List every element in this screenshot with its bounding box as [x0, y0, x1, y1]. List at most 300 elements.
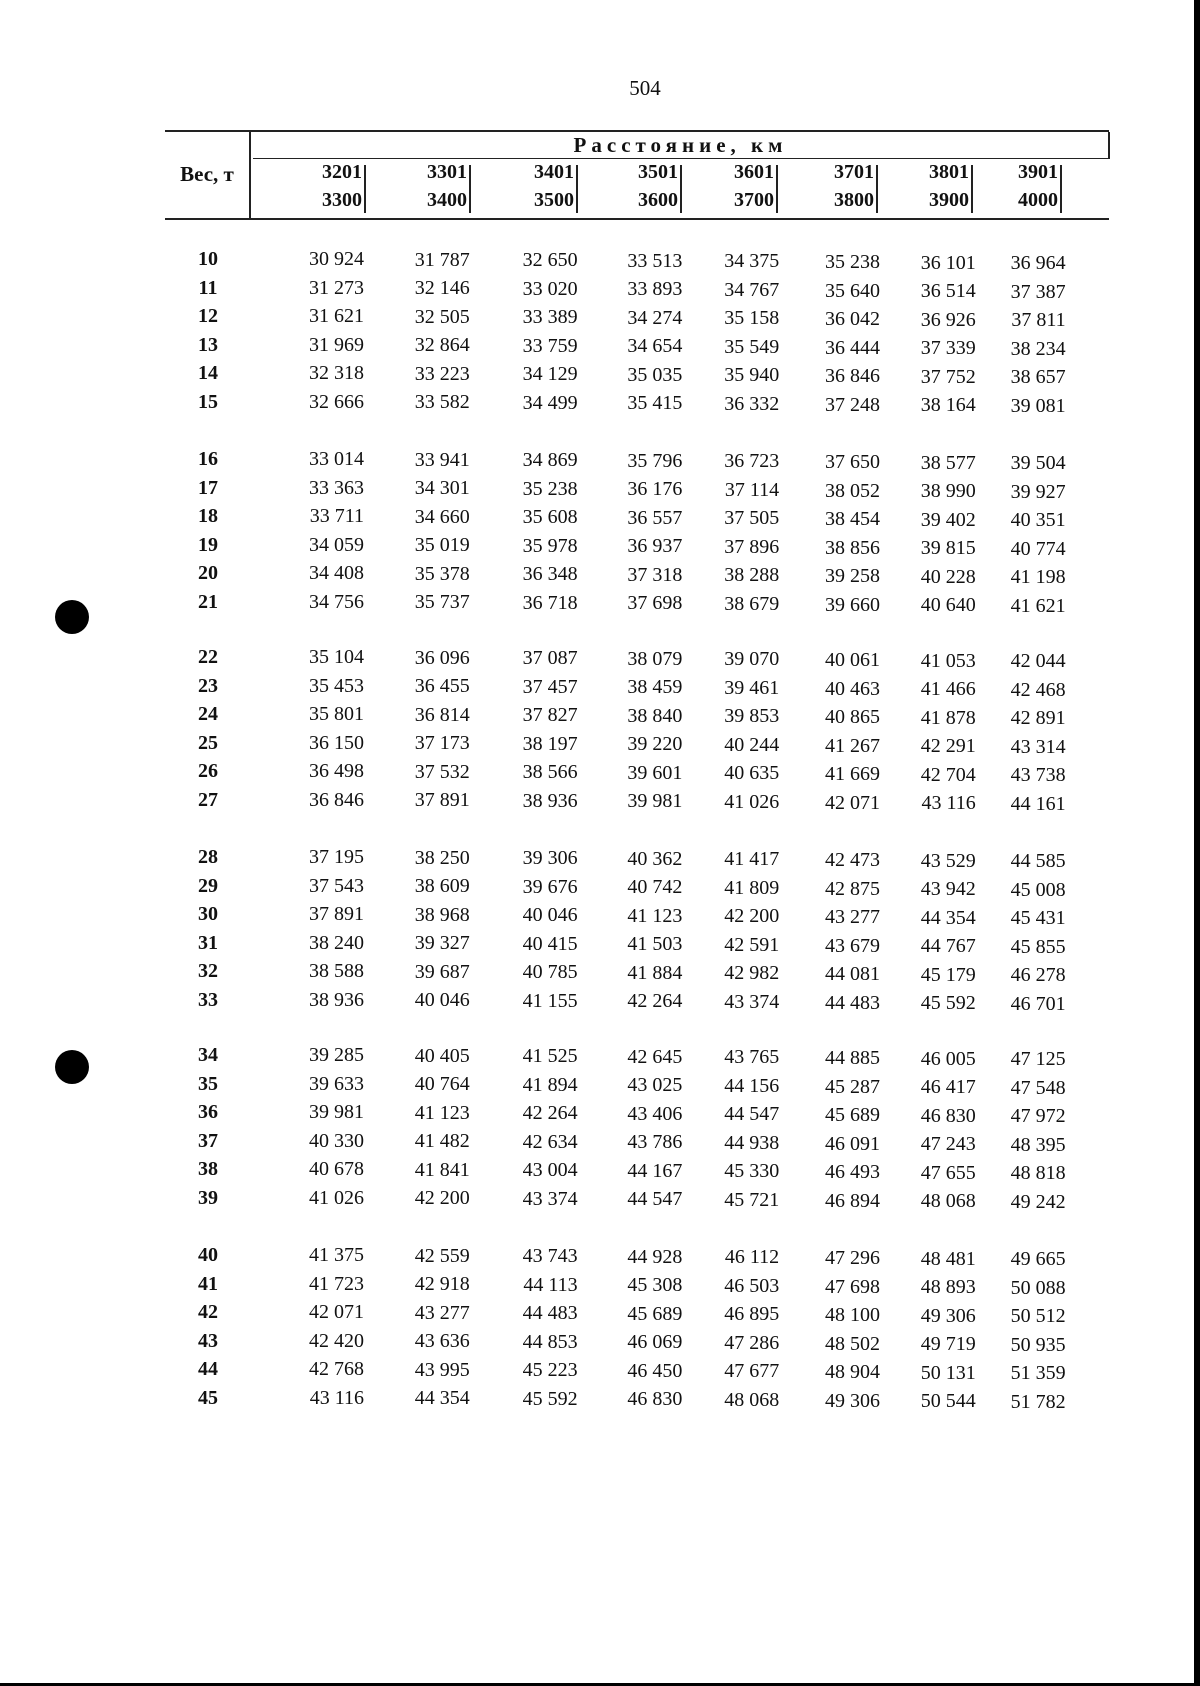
weight-cell: 33 [198, 988, 218, 1011]
value-cell: 41 841 [414, 1158, 470, 1181]
value-cell: 47 243 [920, 1133, 976, 1156]
table-row [165, 391, 1109, 420]
value-cell: 39 981 [309, 1101, 364, 1123]
value-cell: 38 968 [414, 903, 470, 926]
value-cell: 42 559 [414, 1244, 470, 1267]
value-cell: 33 711 [309, 505, 364, 527]
value-cell: 33 223 [414, 362, 470, 385]
punch-hole-mark [55, 600, 89, 634]
value-cell: 39 676 [522, 875, 578, 898]
value-cell: 44 938 [724, 1131, 780, 1154]
value-cell: 40 742 [627, 876, 683, 899]
value-cell: 45 592 [920, 992, 976, 1015]
value-cell: 36 455 [414, 675, 470, 698]
value-cell: 33 014 [309, 448, 364, 470]
value-cell: 46 112 [724, 1246, 780, 1269]
value-cell: 40 405 [414, 1044, 470, 1067]
value-cell: 43 636 [414, 1330, 470, 1353]
value-cell: 39 258 [825, 565, 880, 587]
table-row [165, 334, 1109, 363]
value-cell: 39 815 [920, 537, 976, 560]
table-header [165, 130, 1109, 220]
value-cell: 41 723 [309, 1272, 364, 1295]
value-cell: 50 512 [1010, 1305, 1066, 1328]
value-cell: 44 483 [522, 1302, 578, 1325]
value-cell: 32 318 [309, 362, 364, 384]
table-row [165, 505, 1109, 534]
value-cell: 44 161 [1010, 792, 1066, 815]
value-cell: 45 721 [724, 1188, 780, 1211]
weight-cell: 23 [198, 674, 218, 697]
value-cell: 42 200 [414, 1187, 470, 1210]
value-cell: 40 362 [627, 847, 683, 870]
value-cell: 44 547 [627, 1188, 683, 1211]
table-row [165, 703, 1109, 732]
value-cell: 38 588 [309, 960, 364, 982]
value-cell: 41 053 [920, 649, 976, 672]
distance-range-header [792, 161, 878, 215]
value-cell: 46 091 [825, 1132, 880, 1155]
value-cell: 48 100 [825, 1304, 880, 1326]
value-cell: 47 125 [1010, 1048, 1066, 1071]
row-group [165, 1244, 1109, 1415]
range-to: 3500 [534, 189, 574, 211]
value-cell: 43 995 [414, 1358, 470, 1381]
weight-cell: 25 [198, 731, 218, 754]
value-cell: 38 240 [309, 931, 364, 954]
value-cell: 41 503 [627, 933, 683, 956]
table-row [165, 1387, 1109, 1416]
value-cell: 35 737 [414, 591, 470, 614]
value-cell: 40 640 [920, 594, 976, 617]
value-cell: 40 678 [309, 1158, 364, 1180]
value-cell: 43 116 [921, 792, 976, 815]
value-cell: 44 354 [414, 1387, 470, 1410]
value-cell: 39 306 [522, 847, 578, 870]
range-to: 3400 [427, 189, 467, 211]
value-cell: 35 796 [627, 449, 683, 472]
value-cell: 49 306 [825, 1389, 880, 1412]
value-cell: 38 840 [627, 704, 683, 727]
value-cell: 38 936 [309, 988, 364, 1011]
value-cell: 33 363 [309, 476, 364, 499]
weight-column-header: Вес, т [165, 132, 251, 218]
value-cell: 42 591 [724, 933, 780, 956]
value-cell: 42 875 [825, 877, 880, 900]
table-row [165, 1187, 1109, 1216]
value-cell: 34 756 [309, 590, 364, 613]
table-row [165, 732, 1109, 761]
value-cell: 37 339 [920, 337, 976, 360]
weight-cell: 20 [198, 562, 218, 584]
value-cell: 43 374 [522, 1187, 578, 1210]
value-cell: 48 481 [920, 1247, 976, 1270]
value-cell: 35 453 [309, 674, 364, 697]
value-cell: 41 198 [1010, 566, 1066, 589]
value-cell: 40 046 [522, 904, 578, 927]
value-cell: 36 926 [920, 308, 976, 331]
weight-cell: 16 [198, 448, 218, 470]
value-cell: 43 679 [825, 934, 880, 957]
value-cell: 39 927 [1010, 480, 1066, 503]
value-cell: 44 167 [627, 1159, 683, 1182]
value-cell: 35 019 [414, 534, 470, 557]
range-to: 3600 [638, 189, 678, 211]
value-cell: 50 935 [1010, 1333, 1066, 1356]
value-cell: 35 158 [724, 307, 780, 330]
weight-cell: 42 [198, 1301, 218, 1323]
value-cell: 41 878 [920, 706, 976, 729]
value-cell: 39 660 [825, 593, 880, 616]
value-cell: 46 278 [1010, 964, 1066, 987]
table-row [165, 875, 1109, 904]
value-cell: 49 719 [920, 1333, 976, 1356]
value-cell: 40 764 [414, 1073, 470, 1096]
table-row [165, 277, 1109, 306]
range-from: 3601 [734, 161, 774, 183]
table-row [165, 477, 1109, 506]
value-cell: 41 669 [825, 763, 880, 785]
value-cell: 37 698 [627, 592, 683, 615]
value-cell: 36 096 [414, 646, 470, 669]
value-cell: 41 026 [724, 790, 780, 813]
value-cell: 35 035 [627, 363, 683, 386]
value-cell: 50 088 [1010, 1276, 1066, 1299]
value-cell: 37 318 [627, 563, 683, 586]
value-cell: 35 640 [825, 279, 880, 302]
value-cell: 42 044 [1010, 650, 1066, 673]
value-cell: 43 314 [1010, 735, 1066, 758]
range-to: 4000 [1018, 189, 1058, 211]
value-cell: 43 786 [627, 1131, 683, 1154]
value-cell: 36 814 [414, 703, 470, 726]
value-cell: 42 264 [627, 990, 683, 1013]
table-row [165, 1101, 1109, 1130]
value-cell: 43 743 [522, 1245, 578, 1268]
value-cell: 38 197 [522, 732, 578, 755]
value-cell: 44 156 [724, 1074, 780, 1097]
distance-header: Расстояние, км [253, 132, 1110, 159]
value-cell: 37 827 [522, 704, 578, 727]
value-cell: 37 114 [724, 478, 780, 501]
weight-cell: 28 [198, 846, 218, 868]
value-cell: 40 351 [1010, 509, 1066, 532]
value-cell: 40 046 [414, 989, 470, 1012]
value-cell: 38 164 [920, 394, 976, 417]
value-cell: 43 374 [724, 990, 780, 1013]
range-to: 3700 [734, 189, 774, 211]
value-cell: 38 250 [414, 846, 470, 869]
value-cell: 37 248 [825, 393, 880, 416]
value-cell: 37 891 [309, 903, 364, 925]
distance-range-header [692, 161, 778, 215]
range-to: 3300 [322, 189, 362, 211]
value-cell: 42 071 [825, 791, 880, 814]
value-cell: 45 179 [920, 963, 976, 986]
value-cell: 48 395 [1010, 1133, 1066, 1156]
range-from: 3501 [638, 161, 678, 183]
value-cell: 37 532 [414, 760, 470, 783]
page-number: 504 [629, 76, 661, 100]
value-cell: 50 544 [920, 1390, 976, 1413]
value-cell: 39 853 [724, 705, 780, 728]
value-cell: 47 698 [825, 1275, 880, 1298]
value-cell: 38 577 [920, 451, 976, 474]
value-cell: 42 200 [724, 905, 780, 928]
value-cell: 44 483 [825, 991, 880, 1014]
value-cell: 37 650 [825, 451, 880, 473]
table-row [165, 1273, 1109, 1302]
table-row [165, 1244, 1109, 1273]
value-cell: 42 420 [309, 1329, 364, 1352]
weight-cell: 39 [198, 1186, 218, 1209]
weight-cell: 37 [198, 1129, 218, 1152]
value-cell: 34 654 [627, 335, 683, 358]
value-cell: 42 918 [414, 1273, 470, 1296]
value-cell: 35 608 [522, 506, 578, 529]
value-cell: 46 005 [920, 1047, 976, 1070]
value-cell: 32 650 [522, 249, 578, 272]
value-cell: 45 689 [825, 1104, 880, 1126]
value-cell: 47 296 [825, 1247, 880, 1269]
table-row [165, 1044, 1109, 1073]
weight-cell: 14 [198, 362, 218, 384]
value-cell: 41 525 [522, 1045, 578, 1068]
value-cell: 33 582 [414, 391, 470, 414]
value-cell: 46 450 [627, 1359, 683, 1382]
distance-range-header [596, 161, 682, 215]
value-cell: 37 891 [414, 789, 470, 812]
value-cell: 45 008 [1010, 878, 1066, 901]
weight-cell: 17 [198, 476, 218, 499]
value-cell: 38 609 [414, 875, 470, 898]
value-cell: 38 234 [1010, 337, 1066, 360]
value-cell: 36 718 [522, 591, 578, 614]
table-row [165, 760, 1109, 789]
value-cell: 31 787 [414, 248, 470, 271]
value-cell: 30 924 [309, 248, 364, 270]
value-cell: 48 068 [724, 1388, 780, 1411]
weight-cell: 12 [198, 305, 218, 327]
value-cell: 31 969 [309, 333, 364, 356]
weight-cell: 15 [198, 390, 218, 413]
value-cell: 48 502 [825, 1332, 880, 1355]
weight-cell: 22 [198, 646, 218, 668]
weight-cell: 41 [198, 1272, 218, 1295]
value-cell: 33 513 [627, 249, 683, 272]
value-cell: 46 417 [920, 1076, 976, 1099]
value-cell: 42 982 [724, 962, 780, 985]
value-cell: 42 468 [1010, 678, 1066, 701]
value-cell: 36 332 [724, 392, 780, 415]
table-row [165, 248, 1109, 277]
value-cell: 45 223 [522, 1359, 578, 1382]
distance-range-header [385, 161, 471, 215]
value-cell: 38 990 [920, 480, 976, 503]
value-cell: 33 941 [414, 448, 470, 471]
value-cell: 37 173 [414, 732, 470, 755]
value-cell: 51 782 [1010, 1390, 1066, 1413]
value-cell: 35 549 [724, 335, 780, 358]
value-cell: 35 415 [627, 392, 683, 415]
weight-cell: 38 [198, 1158, 218, 1180]
value-cell: 44 081 [825, 963, 880, 985]
value-cell: 46 701 [1010, 992, 1066, 1015]
value-cell: 36 498 [309, 760, 364, 782]
weight-cell: 43 [198, 1329, 218, 1352]
value-cell: 39 601 [627, 761, 683, 784]
distance-range-header [976, 161, 1062, 215]
value-cell: 37 457 [522, 675, 578, 698]
value-cell: 51 359 [1010, 1362, 1066, 1385]
value-cell: 36 176 [627, 478, 683, 501]
value-cell: 42 264 [522, 1102, 578, 1125]
value-cell: 45 308 [627, 1274, 683, 1297]
table-row [165, 646, 1109, 675]
table-row [165, 562, 1109, 591]
value-cell: 33 020 [522, 277, 578, 300]
value-cell: 35 238 [522, 477, 578, 500]
value-cell: 45 855 [1010, 935, 1066, 958]
value-cell: 38 679 [724, 592, 780, 615]
value-cell: 36 557 [627, 506, 683, 529]
value-cell: 34 375 [724, 250, 780, 273]
value-cell: 39 070 [724, 648, 780, 671]
value-cell: 32 505 [414, 305, 470, 328]
table-row [165, 675, 1109, 704]
value-cell: 39 402 [920, 508, 976, 531]
value-cell: 46 503 [724, 1274, 780, 1297]
value-cell: 45 689 [627, 1302, 683, 1325]
value-cell: 43 277 [414, 1301, 470, 1324]
value-cell: 34 274 [627, 306, 683, 329]
value-cell: 41 809 [724, 876, 780, 899]
value-cell: 41 123 [414, 1101, 470, 1124]
range-from: 3901 [1018, 161, 1058, 183]
value-cell: 38 566 [522, 761, 578, 784]
value-cell: 39 504 [1010, 452, 1066, 475]
value-cell: 40 330 [309, 1129, 364, 1152]
value-cell: 39 220 [627, 733, 683, 756]
table-row [165, 362, 1109, 391]
value-cell: 34 301 [414, 477, 470, 500]
value-cell: 42 891 [1010, 707, 1066, 730]
value-cell: 41 894 [522, 1073, 578, 1096]
value-cell: 41 482 [414, 1130, 470, 1153]
value-cell: 44 928 [627, 1245, 683, 1268]
value-cell: 35 978 [522, 534, 578, 557]
value-cell: 35 104 [309, 646, 364, 668]
value-cell: 43 004 [522, 1159, 578, 1182]
range-to: 3800 [834, 189, 874, 211]
value-cell: 36 042 [825, 308, 880, 330]
value-cell: 44 885 [825, 1047, 880, 1069]
value-cell: 47 972 [1010, 1105, 1066, 1128]
table-row [165, 1073, 1109, 1102]
value-cell: 38 454 [825, 508, 880, 530]
value-cell: 34 059 [309, 533, 364, 556]
range-from: 3701 [834, 161, 874, 183]
value-cell: 49 306 [920, 1304, 976, 1327]
value-cell: 34 869 [522, 449, 578, 472]
value-cell: 36 723 [724, 450, 780, 473]
value-cell: 33 893 [627, 278, 683, 301]
value-cell: 47 677 [724, 1360, 780, 1383]
value-cell: 46 830 [627, 1388, 683, 1411]
table-row [165, 1330, 1109, 1359]
distance-range-header [280, 161, 366, 215]
value-cell: 41 375 [309, 1244, 364, 1266]
value-cell: 38 459 [627, 676, 683, 699]
value-cell: 49 242 [1010, 1190, 1066, 1213]
value-cell: 48 893 [920, 1276, 976, 1299]
value-cell: 45 592 [522, 1387, 578, 1410]
value-cell: 44 547 [724, 1103, 780, 1126]
table-row [165, 1158, 1109, 1187]
weight-cell: 29 [198, 874, 218, 897]
value-cell: 43 025 [627, 1074, 683, 1097]
row-group [165, 1044, 1109, 1215]
value-cell: 45 330 [724, 1160, 780, 1183]
value-cell: 36 514 [920, 280, 976, 303]
weight-cell: 44 [198, 1358, 218, 1380]
value-cell: 42 634 [522, 1130, 578, 1153]
value-cell: 44 585 [1010, 850, 1066, 873]
value-cell: 48 904 [825, 1361, 880, 1383]
value-cell: 38 936 [522, 789, 578, 812]
value-cell: 43 765 [724, 1046, 780, 1069]
weight-cell: 11 [198, 276, 218, 299]
table-row [165, 846, 1109, 875]
value-cell: 34 767 [724, 278, 780, 301]
value-cell: 36 444 [825, 336, 880, 359]
value-cell: 38 079 [627, 647, 683, 670]
value-cell: 36 101 [920, 251, 976, 274]
weight-cell: 19 [198, 533, 218, 556]
value-cell: 40 228 [920, 565, 976, 588]
value-cell: 37 752 [920, 365, 976, 388]
weight-cell: 13 [198, 333, 218, 356]
value-cell: 35 801 [309, 703, 364, 725]
value-cell: 46 895 [724, 1303, 780, 1326]
value-cell: 41 267 [825, 734, 880, 757]
value-cell: 37 505 [724, 507, 780, 530]
value-cell: 46 894 [825, 1189, 880, 1212]
range-from: 3301 [427, 161, 467, 183]
value-cell: 43 529 [920, 849, 976, 872]
value-cell: 31 273 [309, 276, 364, 299]
row-group [165, 448, 1109, 619]
value-cell: 37 195 [309, 846, 364, 868]
value-cell: 50 131 [920, 1361, 976, 1384]
distance-range-header [492, 161, 578, 215]
weight-cell: 31 [198, 931, 218, 954]
value-cell: 39 687 [414, 960, 470, 983]
value-cell: 41 155 [522, 989, 578, 1012]
value-cell: 40 244 [724, 733, 780, 756]
table-row [165, 1301, 1109, 1330]
value-cell: 41 417 [724, 848, 780, 871]
value-cell: 40 061 [825, 649, 880, 671]
value-cell: 42 704 [920, 763, 976, 786]
weight-cell: 30 [198, 903, 218, 925]
value-cell: 46 069 [627, 1331, 683, 1354]
value-cell: 39 285 [309, 1044, 364, 1066]
table-row [165, 789, 1109, 818]
value-cell: 32 146 [414, 277, 470, 300]
value-cell: 32 864 [414, 334, 470, 357]
value-cell: 39 633 [309, 1072, 364, 1095]
